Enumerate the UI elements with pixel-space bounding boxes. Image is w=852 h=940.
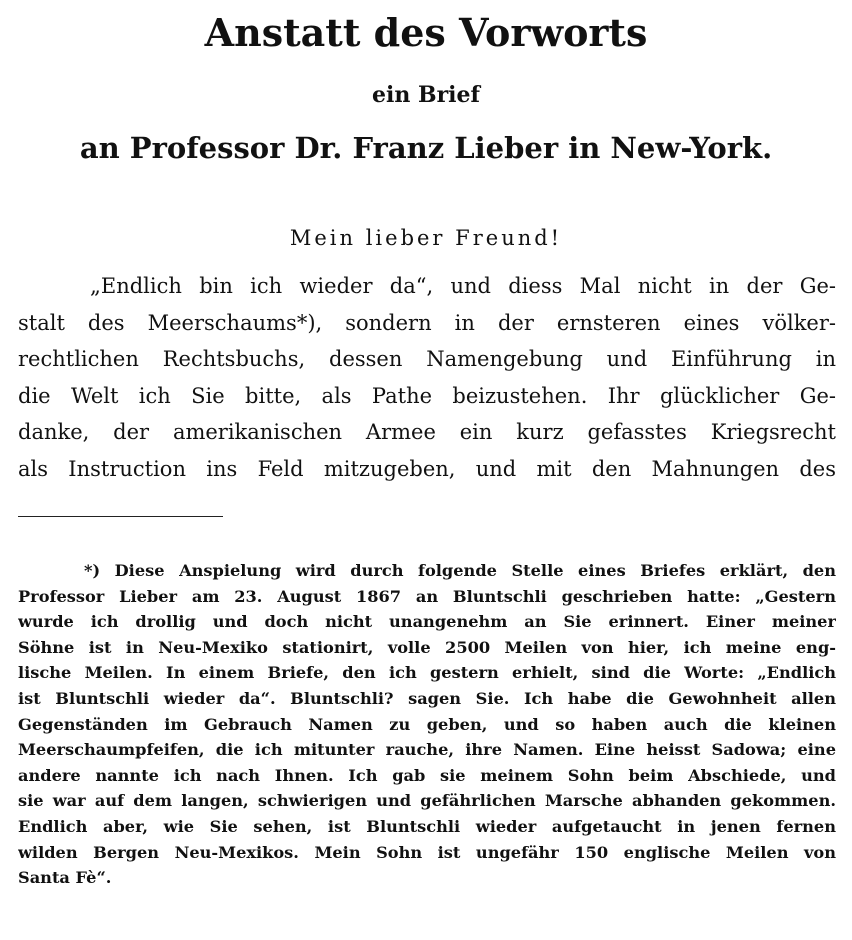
footnote-line: Meerschaumpfeifen, die ich mitunter rauche, ihre Namen. Eine heisst Sadowa; eine: [18, 740, 836, 760]
body-line: die Welt ich Sie bitte, als Pathe beizustehen. Ihr glücklicher Ge-: [18, 383, 836, 408]
letter-body: [18, 268, 836, 487]
body-line: rechtlichen Rechtsbuchs, dessen Namengebung und Einführung in: [18, 347, 836, 371]
footnote-line: lische Meilen. In einem Briefe, den ich gestern erhielt, sind die Worte: „Endlich: [18, 663, 836, 683]
body-line: „Endlich bin ich wieder da“, und diess Mal nicht in der Ge-: [90, 274, 836, 298]
footnote-line: sie war auf dem langen, schwierigen und gefährlichen Marsche abhanden gekommen.: [18, 791, 836, 811]
body-line: als Instruction ins Feld mitzugeben, und mit den Mahnungen des: [18, 456, 836, 481]
footnote-divider: [18, 516, 223, 517]
body-line: stalt des Meerschaums*), sondern in der ernsteren eines völker-: [18, 310, 836, 335]
salutation: Mein lieber Freund!: [289, 226, 563, 250]
footnote-line: Söhne ist in Neu-Mexiko stationirt, volle 2500 Meilen von hier, ich meine eng-: [18, 637, 836, 657]
footnote-line: Gegenständen im Gebrauch Namen zu geben, und so haben auch die kleinen: [18, 714, 836, 734]
page-title: Anstatt des Vorworts: [204, 10, 648, 55]
footnote-line: Santa Fè“.: [18, 868, 112, 888]
footnote-line: wurde ich drollig und doch nicht unangenehm an Sie erinnert. Einer meiner: [18, 612, 836, 632]
footnote-line: wilden Bergen Neu-Mexikos. Mein Sohn ist ungefähr 150 englische Meilen von: [18, 842, 836, 862]
body-line: danke, der amerikanischen Armee ein kurz gefasstes Kriegsrecht: [18, 420, 836, 444]
footnote-line: Professor Lieber am 23. August 1867 an Bluntschli geschrieben hatte: „Gestern: [18, 586, 836, 606]
footnote-line: Endlich aber, wie Sie sehen, ist Bluntschli wieder aufgetaucht in jenen fernen: [18, 816, 836, 836]
footnote-line: *) Diese Anspielung wird durch folgende Stelle eines Briefes erklärt, den: [84, 561, 836, 580]
footnote-line: andere nannte ich nach Ihnen. Ich gab sie meinem Sohn beim Abschiede, und: [18, 765, 836, 785]
subtitle: ein Brief: [371, 82, 480, 108]
footnote: [18, 558, 836, 891]
footnote-line: ist Bluntschli wieder da“. Bluntschli? sagen Sie. Ich habe die Gewohnheit allen: [18, 688, 836, 708]
addressee-heading: an Professor Dr. Franz Lieber in New-York.: [79, 131, 773, 165]
